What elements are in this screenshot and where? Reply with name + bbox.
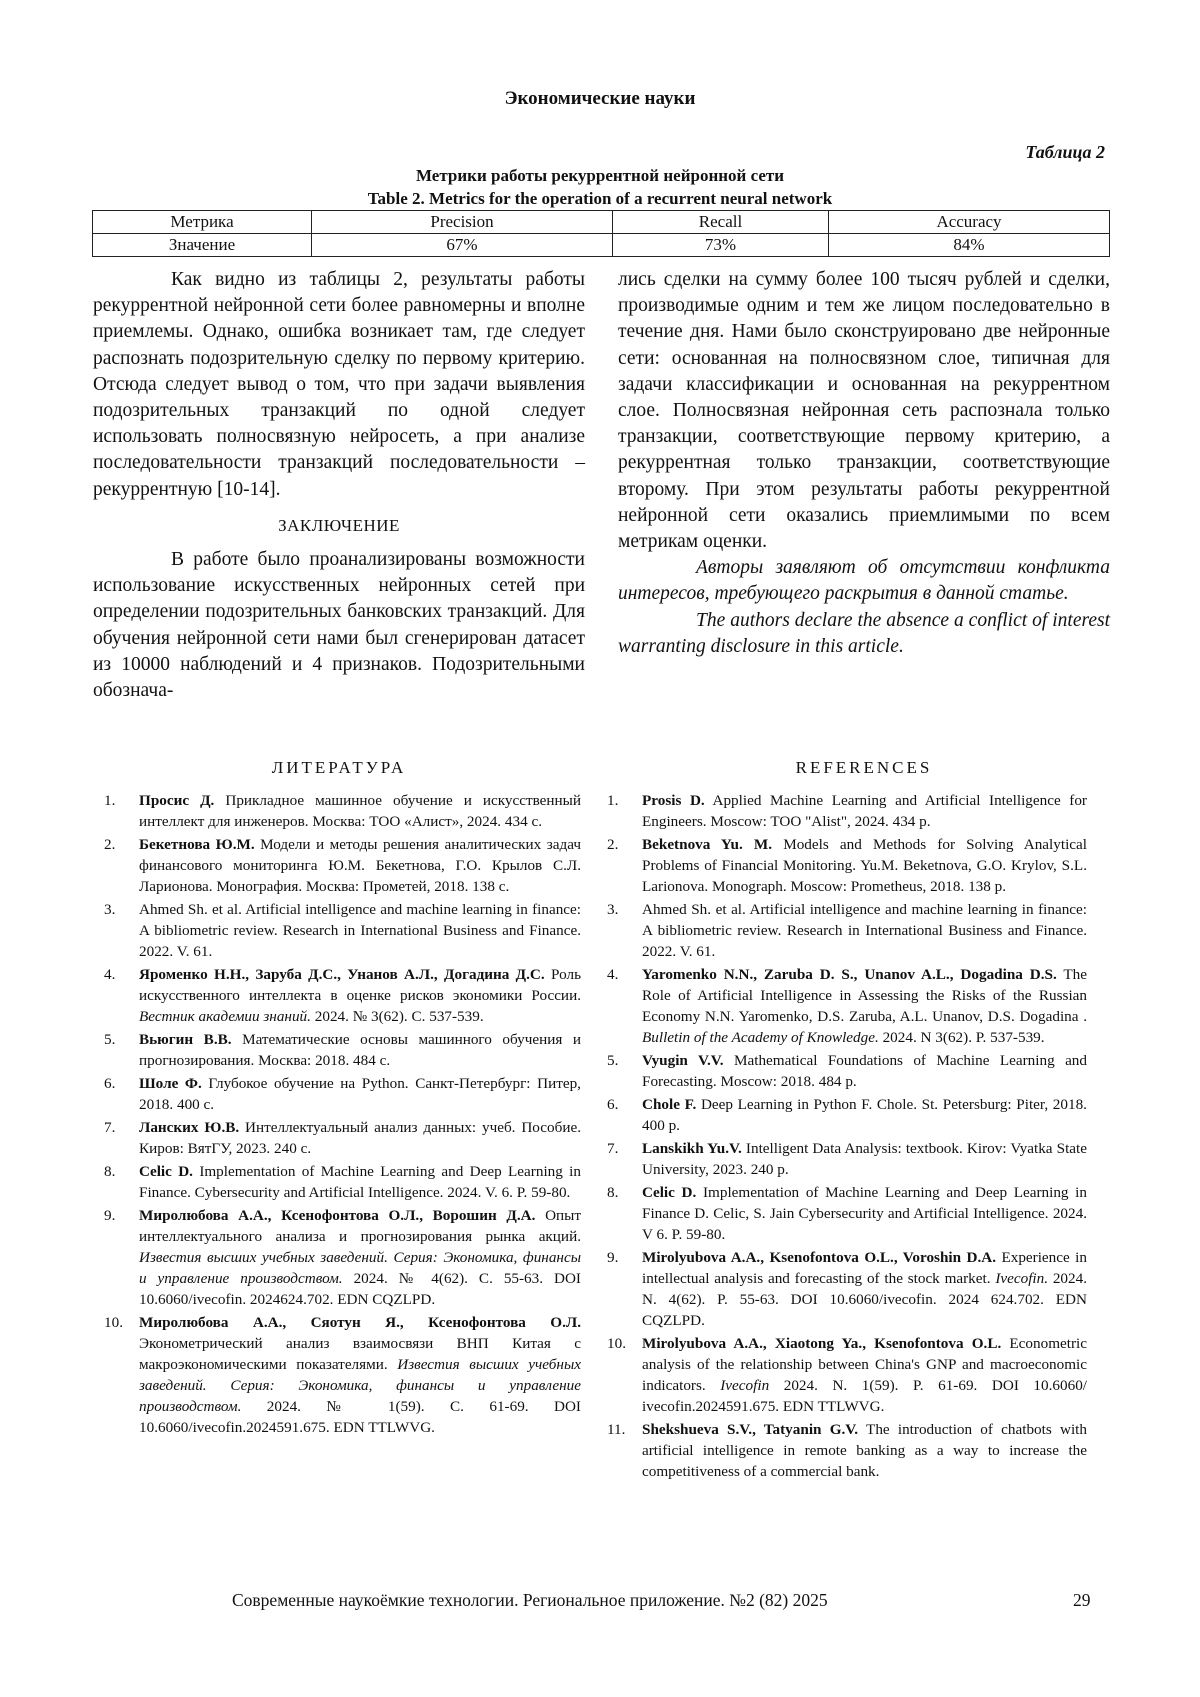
body-paragraph: В работе было проанализированы возможности использование искусственных нейронных сетей при определении подозрительных банковских транзакций. Для обучения нейронной сети нами был сгенерирован датасет из 10000 наблюдений и 4 признаков. Подозрительными обознача-	[93, 549, 585, 702]
reference-item: 11. Shekshueva S.V., Tatyanin G.V. The introduction of chatbots with artificial intelligence in remote banking as a way to increase the competitiveness of a commercial bank.	[607, 1421, 1087, 1480]
reference-item: 8. Celic D. Implementation of Machine Learning and Deep Learning in Finance D. Celic, S. Jain Cybersecurity and Artificial Intelligence. 2024. V 6. P. 59-80.	[607, 1184, 1087, 1243]
conflict-statement-en: The authors declare the absence a conflict of interest warranting disclosure in this article.	[618, 609, 1110, 657]
literature-heading: ЛИТЕРАТУРА	[271, 758, 407, 777]
body-paragraph: лись сделки на сумму более 100 тысяч рублей и сделки, производимые одним и тем же лицом последовательно в течение дня. Нами было сконструировано две нейронные сети: основанная на полносвязном слое, типичная для задачи классификации и основанная на рекуррентном слое. Полносвязная нейронная сеть распознала только транзакции, соответствующие первому критерию, а рекуррентная только транзакции, соответствующие второму. При этом результаты работы рекуррентной нейронной сети оказались приемлимыми по всем метрикам оценки.	[618, 269, 1110, 553]
table-number: Таблица 2	[1025, 142, 1105, 162]
reference-item: 9. Mirolyubova A.A., Ksenofontova O.L., Voroshin D.A. Experience in intellectual analysis and forecasting of the stock market. Ivecofin. 2024. N. 4(62). P. 55-63. DOI 10.6060/ivecofin. 2024 624.702. EDN CQZLPD.	[607, 1249, 1088, 1329]
reference-item: 1. Prosis D. Applied Machine Learning and Artificial Intelligence for Engineers. Moscow: TOO "Alist", 2024. 434 p.	[607, 792, 1087, 830]
conclusion-heading: ЗАКЛЮЧЕНИЕ	[278, 515, 400, 535]
body-left-column	[93, 267, 585, 704]
reference-item: 10. Mirolyubova A.A., Xiaotong Ya., Ksenofontova O.L. Econometric analysis of the relationship between China's GNP and macroeconomic indicators. Ivecofin 2024. N. 1(59). P. 61-69. DOI 10.6060/ ivecofin.2024591.675. EDN TTLWVG.	[607, 1335, 1088, 1415]
table-cell: 84%	[829, 234, 1110, 257]
literature-item: 5. Вьюгин В.В. Математические основы машинного обучения и прогнозирования. Москва: 2018. 484 с.	[104, 1031, 581, 1069]
literature-item: 6. Шоле Ф. Глубокое обучение на Python. Санкт-Петербург: Питер, 2018. 400 с.	[104, 1075, 581, 1113]
table-cell: Значение	[93, 234, 312, 257]
section-header: Экономические науки	[504, 88, 696, 109]
references-heading: REFERENCES	[795, 758, 933, 777]
reference-item: 3. Ahmed Sh. et al. Artificial intelligence and machine learning in finance: A bibliometric review. Research in International Business and Finance. 2022. V. 61.	[607, 901, 1087, 960]
literature-list	[104, 790, 581, 1440]
journal-footer: Современные наукоёмкие технологии. Региональное приложение. №2 (82) 2025	[232, 1590, 828, 1610]
literature-item: 7. Ланских Ю.В. Интеллектуальный анализ данных: учеб. Пособие. Киров: ВятГУ, 2023. 240 с.	[104, 1119, 581, 1157]
metrics-table	[92, 210, 1110, 257]
table-cell: 67%	[312, 234, 613, 257]
table-caption-en: Table 2. Metrics for the operation of a recurrent neural network	[367, 189, 833, 208]
table-caption-ru: Метрики работы рекуррентной нейронной сети	[415, 166, 785, 185]
reference-item: 6. Chole F. Deep Learning in Python F. Chole. St. Petersburg: Piter, 2018. 400 p.	[607, 1096, 1087, 1134]
literature-item: 8. Celic D. Implementation of Machine Learning and Deep Learning in Finance. Cybersecurity and Artificial Intelligence. 2024. V. 6. P. 59-80.	[104, 1163, 581, 1201]
table-header-cell: Accuracy	[829, 211, 1110, 234]
literature-item: 1. Просис Д. Прикладное машинное обучение и искусственный интеллект для инженеров. Москва: ТОО «Алист», 2024. 434 с.	[104, 792, 581, 830]
body-paragraph: Как видно из таблицы 2, результаты работы рекуррентной нейронной сети более равномерны и вполне приемлемы. Однако, ошибка возникает там, где следует распознать подозрительную сделку по первому критерию. Отсюда следует вывод о том, что при задачи выявления подозрительных транзакций по одной следует использовать полносвязную нейросеть, а при анализе последовательности транзакций последовательности – рекуррентную [10-14].	[93, 269, 585, 500]
reference-item: 5. Vyugin V.V. Mathematical Foundations of Machine Learning and Forecasting. Moscow: 2018. 484 p.	[607, 1052, 1087, 1090]
table-header-cell: Метрика	[93, 211, 312, 234]
table-header-row	[93, 211, 1110, 234]
literature-item: 3. Ahmed Sh. et al. Artificial intelligence and machine learning in finance: A bibliometric review. Research in International Business and Finance. 2022. V. 61.	[104, 901, 581, 960]
literature-item: 4. Яроменко Н.Н., Заруба Д.С., Унанов А.Л., Догадина Д.С. Роль искусственного интеллекта в оценке рисков экономики России. Вестник академии знаний. 2024. № 3(62). С. 537-539.	[104, 966, 582, 1025]
table-header-cell: Precision	[312, 211, 613, 234]
table-cell: 73%	[613, 234, 829, 257]
literature-item: 10. Миролюбова А.А., Сяотун Я., Ксенофонтова О.Л. Эконометрический анализ взаимосвязи ВНП Китая с макроэкономическими показателями. Известия высших учебных заведений. Серия: Экономика, финансы и управление производством. 2024. № 1(59). С. 61-69. DOI 10.6060/ivecofin.2024591.675. EDN TTLWVG.	[104, 1314, 581, 1436]
references-list	[607, 790, 1087, 1484]
literature-item: 2. Бекетнова Ю.М. Модели и методы решения аналитических задач финансового мониторинга Ю.М. Бекетнова, Г.О. Крылов С.Л. Ларионова. Монография. Москва: Прометей, 2018. 138 с.	[104, 836, 581, 895]
table-row	[93, 234, 1110, 257]
table-header-cell: Recall	[613, 211, 829, 234]
reference-item: 2. Beketnova Yu. M. Models and Methods for Solving Analytical Problems of Financial Monitoring. Yu.M. Beketnova, G.O. Krylov, S.L. Larionova. Monograph. Moscow: Prometheus, 2018. 138 p.	[607, 836, 1087, 895]
reference-item: 4. Yaromenko N.N., Zaruba D. S., Unanov A.L., Dogadina D.S. The Role of Artificial Intelligence in Assessing the Risks of the Russian Economy N.N. Yaromenko, D.S. Zaruba, A.L. Unanov, D.S. Dogadina . Bulletin of the Academy of Knowledge. 2024. N 3(62). P. 537-539.	[607, 966, 1088, 1046]
body-right-column	[618, 267, 1110, 660]
page-number: 29	[1073, 1590, 1091, 1610]
reference-item: 7. Lanskikh Yu.V. Intelligent Data Analysis: textbook. Kirov: Vyatka State University, 2023. 240 p.	[607, 1140, 1087, 1178]
literature-item: 9. Миролюбова А.А., Ксенофонтова О.Л., Ворошин Д.А. Опыт интеллектуального анализа и прогнозирования рынка акций. Известия высших учебных заведений. Серия: Экономика, финансы и управление производством. 2024. № 4(62). С. 55-63. DOI 10.6060/ivecofin. 2024624.702. EDN CQZLPD.	[104, 1207, 582, 1308]
conflict-statement-ru: Авторы заявляют об отсутствии конфликта интересов, требующего раскрытия в данной статье.	[618, 557, 1110, 605]
